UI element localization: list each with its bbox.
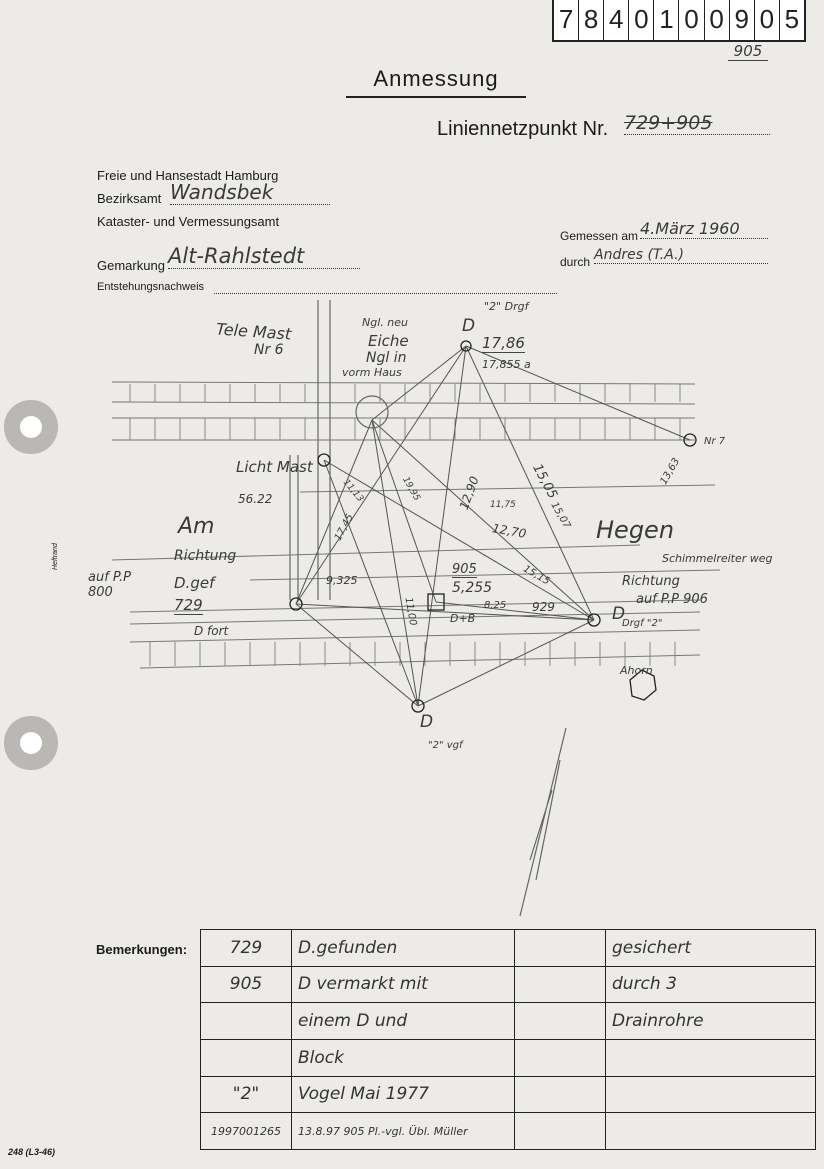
- table-row: [201, 966, 816, 1003]
- table-cell: durch 3: [606, 966, 816, 1003]
- table-row: [201, 1003, 816, 1040]
- table-row: [201, 1076, 816, 1113]
- table-cell: "2": [201, 1076, 292, 1113]
- table-cell: Vogel Mai 1977: [292, 1076, 515, 1113]
- measure-1363: 13,63: [658, 456, 683, 487]
- table-cell: [606, 1039, 816, 1076]
- remarks-table: [200, 929, 816, 1150]
- table-row: [201, 930, 816, 967]
- sight-line: [418, 346, 466, 706]
- table-cell: [606, 1113, 816, 1150]
- table-cell: [515, 966, 606, 1003]
- page-title: Anmessung: [346, 66, 526, 98]
- auf-pp-800-label: auf P.P 800: [88, 570, 131, 600]
- measure-9325: 9,325: [326, 574, 358, 587]
- doc-digit: 5: [779, 0, 804, 40]
- measure-1175: 11,75: [490, 500, 516, 510]
- remarks-label: Bemerkungen:: [96, 942, 188, 957]
- origin-label: Entstehungsnachweis: [97, 281, 205, 293]
- street-edge: [140, 655, 700, 668]
- doc-digit: 0: [678, 0, 703, 40]
- measured-on-label: Gemessen am: [560, 229, 639, 243]
- d-b-label: D+B: [450, 612, 476, 625]
- sight-line: [372, 420, 418, 706]
- table-cell: Block: [292, 1039, 515, 1076]
- richtung-left-label: Richtung: [174, 548, 237, 564]
- licht-mast-shape: [290, 455, 298, 600]
- point-d-bottom-note: "2" vgf: [428, 740, 463, 751]
- doc-digit: 4: [603, 0, 628, 40]
- table-cell: [515, 1039, 606, 1076]
- table-cell: Drainrohre: [606, 1003, 816, 1040]
- pencil-strokes: [520, 728, 566, 916]
- table-cell: [201, 1003, 292, 1040]
- doc-digit: 7: [558, 4, 574, 34]
- ngl-neu-label: Ngl. neu: [362, 316, 408, 329]
- measure-1100: 11,00: [402, 596, 419, 627]
- doc-digit: 0: [628, 0, 653, 40]
- measure-1505: 15,05: [529, 461, 560, 502]
- point-d-top-measure1: 17,86: [482, 334, 525, 352]
- doc-digit: 0: [754, 0, 779, 40]
- handwritten-number: 905: [728, 42, 768, 61]
- point-d-right-note: Drgf "2": [622, 618, 663, 629]
- doc-digit: 1: [653, 0, 678, 40]
- point-929-label: 929: [532, 600, 555, 614]
- table-cell: 13.8.97 905 Pl.-vgl. Übl. Müller: [292, 1113, 515, 1150]
- table-row: [201, 1039, 816, 1076]
- street-edge: [112, 382, 695, 384]
- nr7-label: Nr 7: [704, 436, 726, 447]
- point-d-top-measure2: 17,855 a: [482, 358, 531, 371]
- street-edge: [112, 402, 695, 404]
- measure-1995: 19,95: [400, 475, 422, 503]
- richtung-right-label: Richtung: [622, 574, 680, 589]
- measure-1507: 15,07: [548, 500, 573, 531]
- table-cell: 729: [201, 930, 292, 967]
- table-cell: [515, 1076, 606, 1113]
- table-cell: gesichert: [606, 930, 816, 967]
- point-value: 729+905: [624, 112, 770, 135]
- measure-825: 8,25: [484, 600, 507, 611]
- tele-mast-label: Tele Mast: [215, 319, 292, 344]
- table-cell: [515, 1113, 606, 1150]
- area-value: Alt-Rahlstedt: [168, 244, 360, 269]
- point-d-top-label: D: [462, 316, 476, 336]
- measure-1745: 17,45: [332, 512, 356, 543]
- point-d-right-label: D: [612, 604, 626, 624]
- table-cell: D.gefunden: [292, 930, 515, 967]
- doc-digit: 9: [729, 0, 754, 40]
- street-name-am: Am: [178, 514, 215, 539]
- auf-pp-906-label: auf P.P 906: [636, 592, 708, 607]
- doc-digit: 8: [578, 0, 603, 40]
- table-cell: D vermarkt mit: [292, 966, 515, 1003]
- ngl-in-label: Ngl in: [366, 350, 407, 366]
- measure-1270: 12,70: [491, 521, 528, 541]
- eiche-label: Eiche: [368, 332, 409, 350]
- area-label: Gemarkung: [97, 258, 165, 273]
- sight-line: [418, 620, 594, 706]
- table-cell: [515, 930, 606, 967]
- licht-mast-nr: 56.22: [238, 492, 273, 506]
- table-cell: [515, 1003, 606, 1040]
- point-d-top-note: "2" Drgf: [484, 300, 529, 313]
- tele-mast-nr: Nr 6: [254, 342, 284, 358]
- office-name: Kataster- und Vermessungsamt: [97, 214, 280, 229]
- district-value: Wandsbek: [170, 180, 330, 205]
- vorm-haus-label: vorm Haus: [342, 366, 402, 379]
- point-729-label: 729: [174, 596, 203, 614]
- table-cell: 1997001265: [201, 1113, 292, 1150]
- table-row: [201, 1113, 816, 1150]
- table-cell: 905: [201, 966, 292, 1003]
- d-gef-label: D.gef: [174, 574, 215, 592]
- measured-on-value: 4.März 1960: [640, 219, 768, 239]
- heftrand-label: Heftrand: [52, 543, 59, 570]
- district-label: Bezirksamt: [97, 191, 162, 206]
- street-name-hegen: Hegen: [596, 516, 675, 544]
- licht-mast-label: Licht Mast: [236, 458, 313, 476]
- doc-digit: 0: [704, 0, 729, 40]
- table-cell: [201, 1039, 292, 1076]
- point-905-label: 905: [452, 562, 477, 577]
- point-d-bottom-label: D: [420, 712, 434, 732]
- table-cell: [606, 1076, 816, 1113]
- measure-1113: 11,13: [340, 477, 365, 505]
- ahorn-label: Ahorn: [620, 664, 653, 677]
- street-edge: [300, 485, 715, 492]
- schimmelreiter-label: Schimmelreiter weg: [662, 552, 773, 565]
- table-cell: einem D und: [292, 1003, 515, 1040]
- tree-eiche-shape: [356, 396, 388, 428]
- measure-1290: 12,90: [456, 474, 482, 512]
- form-code: 248 (L3-46): [8, 1147, 56, 1157]
- measure-1515: 15,15: [521, 563, 552, 588]
- by-value: Andres (T.A.): [594, 247, 768, 264]
- point-label: Liniennetzpunkt Nr.: [437, 118, 609, 140]
- d-fort-label: D fort: [194, 624, 229, 638]
- measure-5255: 5,255: [452, 580, 493, 596]
- sight-line: [372, 420, 436, 602]
- authority-name: Freie und Hansestadt Hamburg: [97, 168, 279, 183]
- by-label: durch: [560, 255, 591, 269]
